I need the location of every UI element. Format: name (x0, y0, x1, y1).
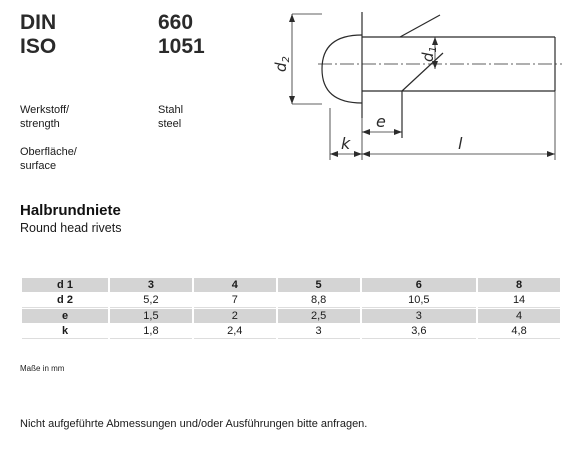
row-label-e: e (22, 309, 108, 323)
rivet-technical-drawing (272, 8, 565, 168)
row-label-d1: d 1 (22, 278, 108, 292)
din-number: 660 (158, 11, 194, 34)
material-label-en: strength (20, 118, 60, 130)
table-cell: 5,2 (110, 293, 192, 308)
table-cell: 14 (478, 293, 560, 308)
table-cell: 4 (194, 278, 276, 292)
table-row (22, 309, 560, 323)
table-row (22, 293, 560, 308)
table-cell: 5 (278, 278, 360, 292)
material-label-de: Werkstoff/ (20, 104, 70, 116)
rivet-head-outline (322, 35, 362, 103)
table-cell: 2 (194, 309, 276, 323)
iso-label: ISO (20, 35, 57, 58)
din-label: DIN (20, 11, 57, 34)
table-cell: 1,8 (110, 324, 192, 339)
surface-label (20, 145, 77, 173)
d2-label: $d_2$ (272, 56, 292, 72)
surface-label-de: Oberfläche/ (20, 146, 77, 158)
table-cell: 1,5 (110, 309, 192, 323)
material-label (20, 103, 69, 131)
table-cell: 3 (110, 278, 192, 292)
surface-label-en: surface (20, 160, 57, 172)
table-cell: 7 (194, 293, 276, 308)
table-cell: 2,4 (194, 324, 276, 339)
product-title-de: Halbrundniete (20, 202, 121, 219)
table-cell: 3 (362, 309, 477, 323)
product-title-en: Round head rivets (20, 221, 122, 235)
table-cell: 10,5 (362, 293, 477, 308)
table-cell: 3 (278, 324, 360, 339)
cut-line-2 (400, 15, 440, 37)
dimension-table (20, 277, 562, 340)
l-label: l (458, 134, 463, 153)
units-note: Maße in mm (20, 364, 65, 373)
table-cell: 6 (362, 278, 477, 292)
e-label: e (376, 112, 386, 131)
table-cell: 4 (478, 309, 560, 323)
table-cell: 8,8 (278, 293, 360, 308)
table-cell: 4,8 (478, 324, 560, 339)
table-cell: 3,6 (362, 324, 477, 339)
material-value (158, 103, 183, 131)
table-row (22, 324, 560, 339)
material-value-en: steel (158, 118, 182, 130)
row-label-d2: d 2 (22, 293, 108, 308)
material-value-de: Stahl (158, 104, 184, 116)
footer-inquiry-text: Nicht aufgeführte Abmessungen und/oder Ausführungen bitte anfragen. (20, 418, 368, 430)
k-label: k (341, 134, 351, 153)
row-label-k: k (22, 324, 108, 339)
table-cell: 8 (478, 278, 560, 292)
table-cell: 2,5 (278, 309, 360, 323)
table-row (22, 278, 560, 292)
d1-label: $d_1$ (419, 46, 439, 62)
iso-number: 1051 (158, 35, 205, 58)
